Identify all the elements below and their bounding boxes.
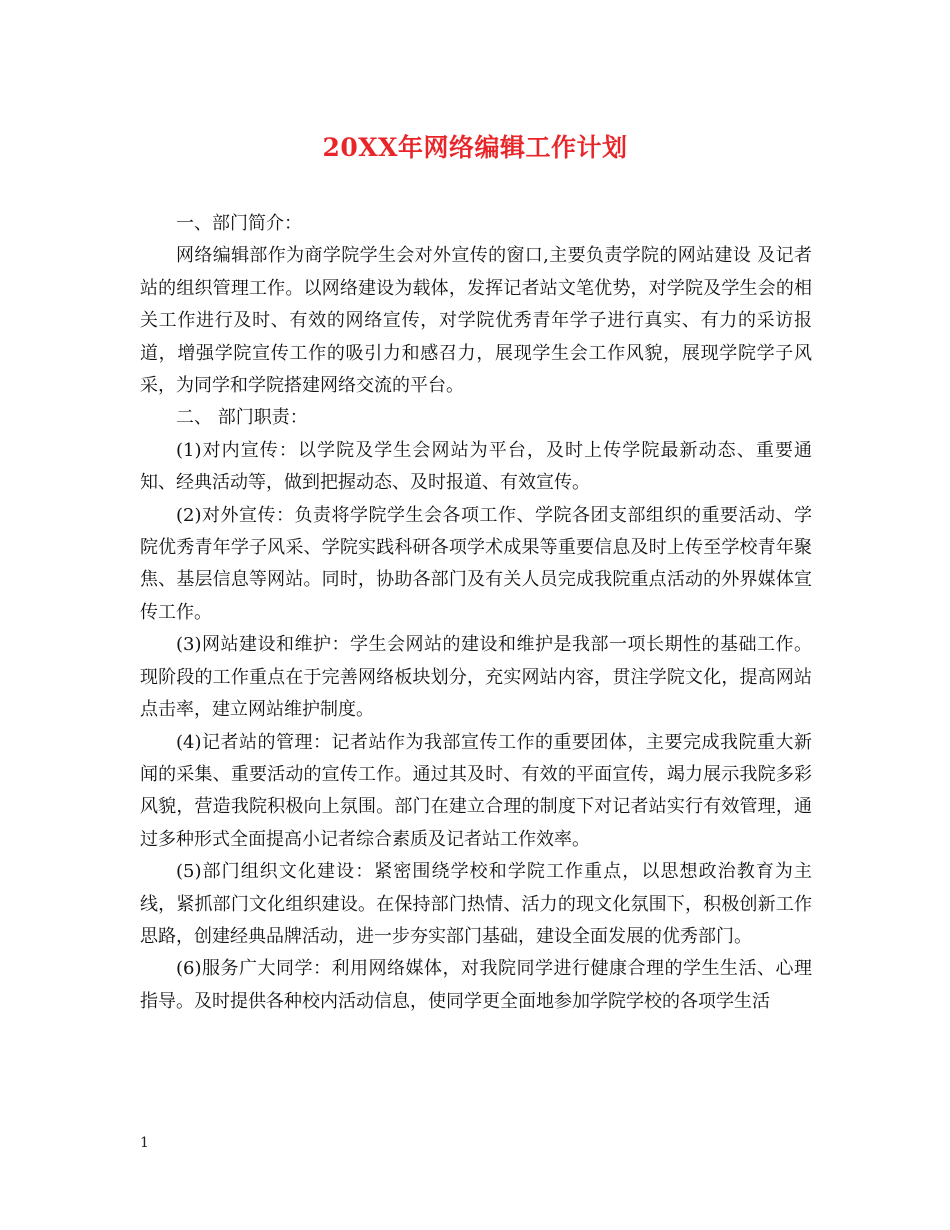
page-number: 1: [140, 1135, 149, 1151]
paragraph-intro: 网络编辑部作为商学院学生会对外宣传的窗口,主要负责学院的网站建设 及记者站的组织管理工作。以网络建设为载体，发挥记者站文笔优势，对学院及学生会的相关工作进行及时、有效的网络宣传，对学院优秀青年学子进行真实、有力的采访报道，增强学院宣传工作的吸引力和感召力，展现学生会工作风貌，展现学院学子风采，为同学和学院搭建网络交流的平台。: [140, 245, 812, 397]
paragraph-duty-1: (1)对内宣传：以学院及学生会网站为平台，及时上传学院最新动态、重要通知、经典活动等，做到把握动态、及时报道、有效宣传。: [140, 439, 812, 494]
document-title: 20XX年网络编辑工作计划: [322, 133, 628, 162]
paragraph-duty-3: (3)网站建设和维护：学生会网站的建设和维护是我部一项长期性的基础工作。现阶段的工作重点在于完善网络板块划分，充实网站内容，贯注学院文化，提高网站点击率，建立网站维护制度。: [140, 634, 812, 721]
paragraph-duty-6: (6)服务广大同学：利用网络媒体，对我院同学进行健康合理的学生生活、心理指导。及时提供各种校内活动信息，使同学更全面地参加学院学校的各项学生活: [140, 958, 812, 1012]
section-heading-intro: 一、部门简介：: [176, 213, 302, 234]
paragraph-duty-5: (5)部门组织文化建设：紧密围绕学校和学院工作重点，以思想政治教育为主线，紧抓部门文化组织建设。在保持部门热情、活力的现文化氛围下，积极创新工作思路，创建经典品牌活动，进一步夯实部门基础，建设全面发展的优秀部门。: [140, 861, 812, 947]
section-heading-duties: 二、 部门职责：: [176, 407, 308, 429]
document-body: [140, 208, 812, 1018]
paragraph-duty-4: (4)记者站的管理：记者站作为我部宣传工作的重要团体，主要完成我院重大新闻的采集、重要活动的宣传工作。通过其及时、有效的平面宣传，竭力展示我院多彩风貌，营造我院积极向上氛围。部门在建立合理的制度下对记者站实行有效管理，通过多种形式全面提高小记者综合素质及记者站工作效率。: [140, 731, 812, 850]
paragraph-duty-2: (2)对外宣传：负责将学院学生会各项工作、学院各团支部组织的重要活动、学院优秀青年学子风采、学院实践科研各项学术成果等重要信息及时上传至学校青年聚焦、基层信息等网站。同时，协助各部门及有关人员完成我院重点活动的外界媒体宣传工作。: [140, 504, 812, 623]
